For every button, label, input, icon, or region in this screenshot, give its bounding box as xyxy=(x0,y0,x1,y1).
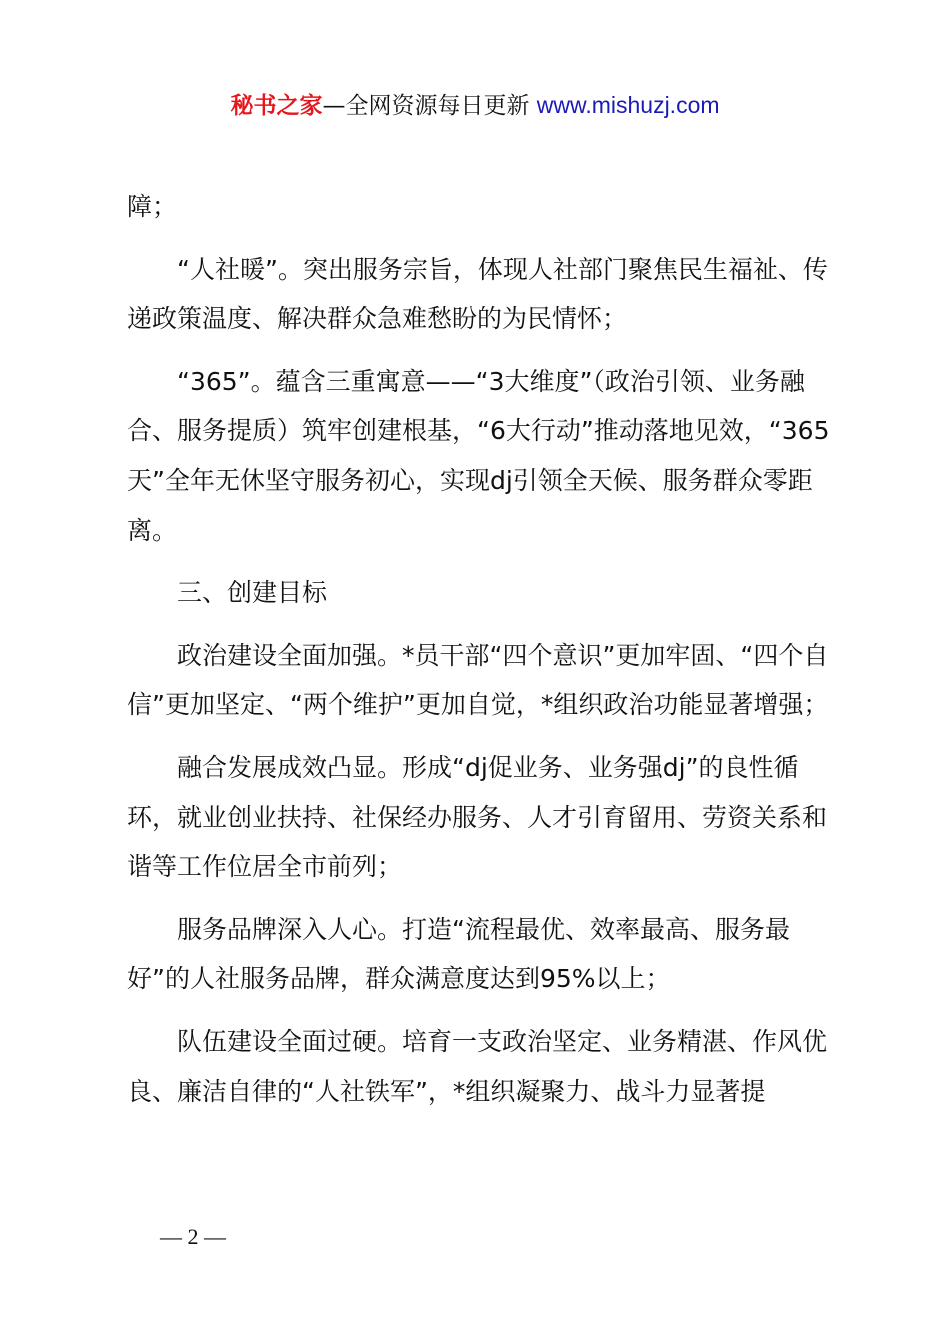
page-header xyxy=(0,88,950,123)
header-tagline: —全网资源每日更新 xyxy=(322,93,537,119)
paragraph-service-brand: 服务品牌深入人心。打造“流程最优、效率最高、服务最好”的人社服务品牌，群众满意度达到95%以上； xyxy=(127,914,790,994)
document-body xyxy=(127,182,839,1129)
brand-name: 秘书之家 xyxy=(230,93,323,119)
page-number: — 2 — xyxy=(160,1224,226,1249)
paragraph-renshe-nuan: “人社暖”。突出服务宗旨，体现人社部门聚焦民生福祉、传递政策温度、解决群众急难愁盼的为民情怀； xyxy=(127,254,828,334)
paragraph-integrated-development: 融合发展成效凸显。形成“dj促业务、业务强dj”的良性循环，就业创业扶持、社保经办服务、人才引育留用、劳资关系和谐等工作位居全市前列； xyxy=(127,752,828,882)
paragraph-team-building: 队伍建设全面过硬。培育一支政治坚定、业务精湛、作风优良、廉洁自律的“人社铁军”，*组织凝聚力、战斗力显著提 xyxy=(127,1026,828,1106)
section-heading-goals: 三、创建目标 xyxy=(177,578,328,608)
site-url-link[interactable]: www.mishuzj.com xyxy=(536,92,720,118)
paragraph-365: “365”。蕴含三重寓意——“3大维度”（政治引领、业务融合、服务提质）筑牢创建根基，“6大行动”推动落地见效，“365天”全年无休坚守服务初心，实现dj引领全天候、服务群众零距离。 xyxy=(127,366,830,545)
paragraph-political-building: 政治建设全面加强。*员干部“四个意识”更加牢固、“四个自信”更加坚定、“两个维护”更加自觉，*组织政治功能显著增强； xyxy=(127,640,829,720)
paragraph-continuation: 障； xyxy=(127,192,178,221)
